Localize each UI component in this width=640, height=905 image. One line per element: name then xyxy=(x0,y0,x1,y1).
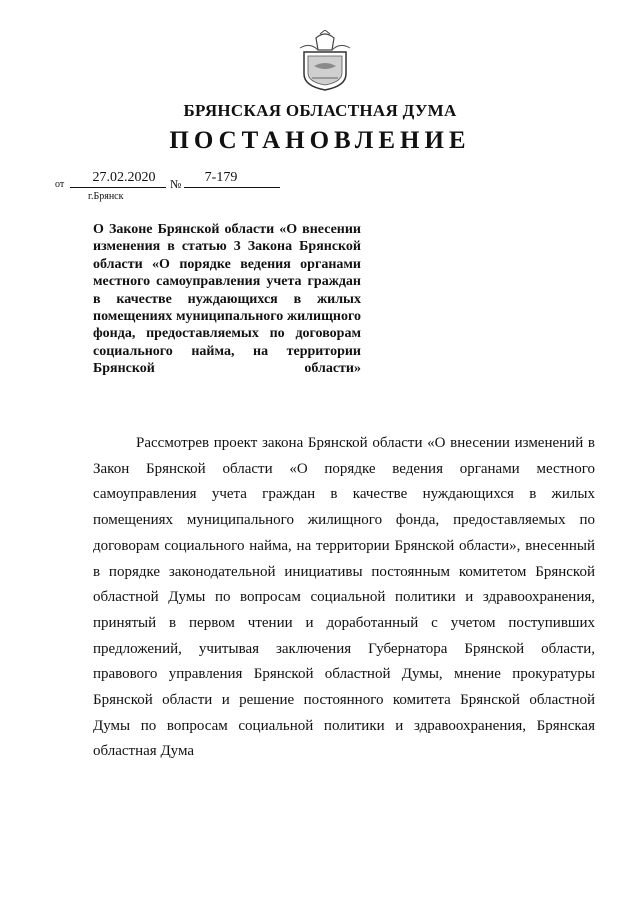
organization-title: БРЯНСКАЯ ОБЛАСТНАЯ ДУМА xyxy=(183,101,457,120)
document-subject: О Законе Брянской области «О внесении изменения в статью 3 Закона Брянской области «О порядке ведения органами местного самоуправления учета граждан в качестве нуждающихся в жилых помещениях муниципального жилищного фонда, предоставляемых по договорам социального найма, на территории Брянской области» xyxy=(93,222,361,377)
date-underline xyxy=(70,187,166,188)
coat-of-arms-emblem xyxy=(296,30,354,92)
document-type-title: ПОСТАНОВЛЕНИЕ xyxy=(169,127,471,154)
document-date: 27.02.2020 xyxy=(92,170,156,185)
number-label: № xyxy=(170,177,182,191)
document-city: г.Брянск xyxy=(88,191,124,202)
number-underline xyxy=(184,187,280,188)
date-from-label: от xyxy=(55,179,65,190)
body-paragraph: Рассмотрев проект закона Брянской области «О внесении изменений в Закон Брянской области «О порядке ведения органами местного самоуправления учета граждан в качестве нуждающихся в жилых помещениях муниципального жилищного фонда, предоставляемых по договорам социального найма, на территории Брянской области», внесенный в порядке законодательной инициативы постоянным комитетом Брянской областной Думы по вопросам социальной политики и здравоохранения, принятый в первом чтении и доработанный с учетом поступивших предложений, учитывая заключения Губернатора Брянской области, правового управления Брянской областной Думы, мнение прокуратуры Брянской области и решение постоянного комитета Брянской областной Думы по вопросам социальной политики и здравоохранения, Брянская областная Дума xyxy=(93,435,595,760)
document-number: 7-179 xyxy=(204,170,238,185)
